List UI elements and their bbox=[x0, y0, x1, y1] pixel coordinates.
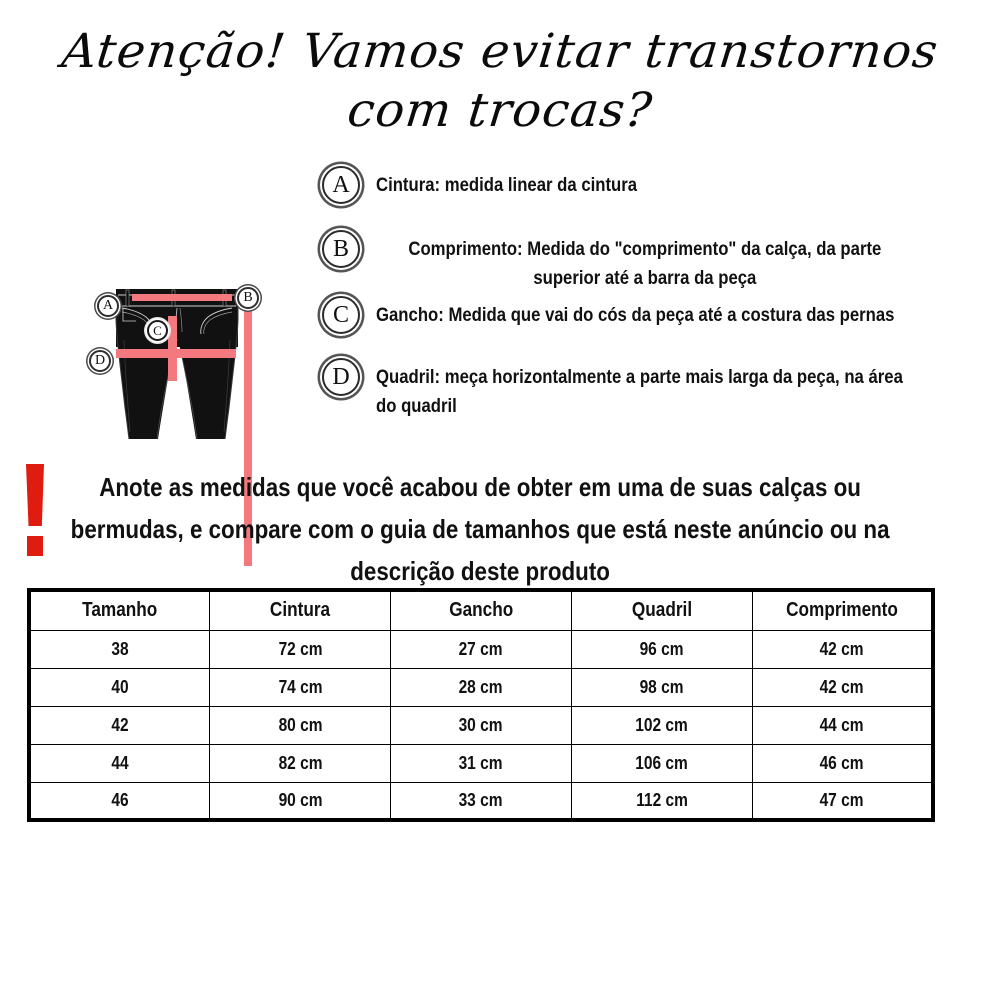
table-cell: 112 cm bbox=[571, 782, 752, 820]
table-header-cell: Comprimento bbox=[752, 590, 933, 630]
legend-text-d: Quadril: meça horizontalmente a parte mais larga da peça, na área do quadril bbox=[376, 367, 903, 417]
page-title-line-1: Atenção! Vamos evitar transtornos bbox=[59, 24, 942, 79]
table-row bbox=[29, 668, 933, 706]
legend-item-a bbox=[322, 166, 987, 204]
exclamation-mark-icon bbox=[18, 462, 48, 557]
legend-marker-c-icon: C bbox=[322, 296, 360, 334]
table-header-row bbox=[29, 590, 933, 630]
table-cell: 72 cm bbox=[210, 630, 391, 668]
size-chart-head bbox=[29, 590, 933, 630]
table-header-cell: Tamanho bbox=[29, 590, 210, 630]
warning-text: Anote as medidas que você acabou de obter em uma de suas calças ou bermudas, e compare com o guia de tamanhos que está neste anúncio ou na descrição deste produto bbox=[70, 472, 890, 586]
illustration-marker-b: B bbox=[237, 287, 259, 309]
table-cell: 106 cm bbox=[571, 744, 752, 782]
size-chart bbox=[27, 588, 935, 822]
legend-marker-d-icon: D bbox=[322, 358, 360, 396]
table-row bbox=[29, 744, 933, 782]
legend-item-c bbox=[322, 296, 987, 334]
illustration-marker-d: D bbox=[89, 350, 111, 372]
illustration-marker-a: A bbox=[97, 295, 119, 317]
table-cell: 47 cm bbox=[752, 782, 933, 820]
table-cell: 30 cm bbox=[391, 706, 572, 744]
table-cell: 44 cm bbox=[752, 706, 933, 744]
table-cell: 42 cm bbox=[752, 630, 933, 668]
table-cell: 42 bbox=[29, 706, 210, 744]
legend-marker-b-icon: B bbox=[322, 230, 360, 268]
table-cell: 82 cm bbox=[210, 744, 391, 782]
measure-line-rise bbox=[168, 316, 177, 381]
size-chart-table bbox=[27, 588, 935, 822]
table-cell: 40 bbox=[29, 668, 210, 706]
table-cell: 28 cm bbox=[391, 668, 572, 706]
table-cell: 74 cm bbox=[210, 668, 391, 706]
legend-text-c: Gancho: Medida que vai do cós da peça até a costura das pernas bbox=[376, 305, 895, 326]
table-cell: 96 cm bbox=[571, 630, 752, 668]
table-cell: 80 cm bbox=[210, 706, 391, 744]
legend-marker-a-icon: A bbox=[322, 166, 360, 204]
table-cell: 38 bbox=[29, 630, 210, 668]
page-title-line-2: com trocas? bbox=[344, 83, 656, 138]
table-cell: 44 bbox=[29, 744, 210, 782]
table-header-cell: Quadril bbox=[571, 590, 752, 630]
jeans-icon bbox=[80, 140, 330, 440]
table-cell: 33 cm bbox=[391, 782, 572, 820]
table-cell: 46 cm bbox=[752, 744, 933, 782]
table-header-cell: Gancho bbox=[391, 590, 572, 630]
table-cell: 27 cm bbox=[391, 630, 572, 668]
illustration-marker-c: C bbox=[147, 320, 168, 341]
measure-line-waist bbox=[132, 294, 232, 301]
table-cell: 98 cm bbox=[571, 668, 752, 706]
table-row bbox=[29, 706, 933, 744]
legend-item-d bbox=[322, 358, 987, 421]
warning-banner bbox=[18, 462, 983, 592]
table-cell: 31 cm bbox=[391, 744, 572, 782]
size-chart-body bbox=[29, 630, 933, 820]
jeans-measurement-illustration bbox=[80, 140, 330, 440]
table-row bbox=[29, 782, 933, 820]
table-cell: 90 cm bbox=[210, 782, 391, 820]
legend-item-b bbox=[322, 230, 987, 293]
table-cell: 102 cm bbox=[571, 706, 752, 744]
table-header-cell: Cintura bbox=[210, 590, 391, 630]
table-cell: 42 cm bbox=[752, 668, 933, 706]
legend-text-a: Cintura: medida linear da cintura bbox=[376, 175, 638, 196]
page-title bbox=[0, 22, 1000, 140]
table-row bbox=[29, 630, 933, 668]
legend-text-b: Comprimento: Medida do "comprimento" da calça, da parte superior até a barra da peça bbox=[408, 239, 882, 289]
table-cell: 46 bbox=[29, 782, 210, 820]
